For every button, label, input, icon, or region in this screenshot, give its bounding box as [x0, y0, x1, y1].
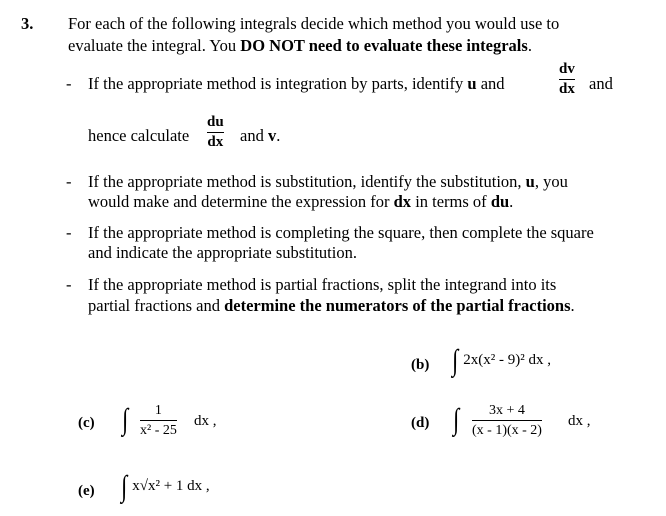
- sub-text-end: , you: [534, 172, 568, 191]
- numerator: 1: [154, 403, 162, 418]
- integral-sign-icon: ∫: [122, 403, 129, 436]
- bullet-partial-line2: [88, 296, 575, 316]
- question-number: 3.: [21, 14, 34, 33]
- period: .: [276, 126, 281, 145]
- numerator: 3x + 4: [489, 403, 525, 418]
- bullet-square-line1: If the appropriate method is completing the square, then complete the square: [88, 223, 594, 242]
- du-numerator: du: [207, 114, 224, 130]
- dv-numerator: dv: [559, 61, 575, 77]
- bullet-substitution-line2: [88, 192, 513, 212]
- partial-text: partial fractions and: [88, 296, 225, 315]
- integral-sign-icon: ∫: [452, 344, 459, 377]
- fraction-bar: [140, 420, 177, 421]
- sub-dx: dx: [393, 192, 412, 211]
- partial-emphasis: determine the numerators of the partial fractions: [224, 296, 571, 315]
- intro-text: evaluate the integral. You: [68, 36, 241, 55]
- label-d: (d): [411, 415, 430, 431]
- integral-c: [121, 401, 129, 436]
- and-text: and: [240, 126, 268, 145]
- label-c: (c): [78, 415, 95, 431]
- integral-d-fraction: [472, 402, 542, 439]
- integral-e: [120, 472, 210, 502]
- parts-text: If the appropriate method is integration by parts, identify: [88, 74, 468, 93]
- hence-calculate: hence calculate: [88, 126, 190, 145]
- parts-and-2: and: [589, 74, 613, 93]
- intro-emphasis: DO NOT need to evaluate these integrals: [240, 36, 528, 55]
- bullet-dash: -: [66, 275, 72, 294]
- sub-text: If the appropriate method is substitution, identify the substitution,: [88, 172, 526, 191]
- sub-text: in terms of: [411, 192, 491, 211]
- bullet-dash: -: [66, 172, 72, 191]
- intro-line-2: [68, 36, 532, 56]
- bullet-substitution-line1: [88, 172, 568, 192]
- sub-text: would make and determine the expression for: [88, 192, 394, 211]
- bullet-square-line2: and indicate the appropriate substitution.: [88, 243, 357, 262]
- sub-du: du: [490, 192, 510, 211]
- denominator: (x - 1)(x - 2): [472, 423, 542, 438]
- integral-d: [452, 401, 460, 436]
- dx-denominator: dx: [207, 134, 224, 150]
- bullet-dash: -: [66, 223, 72, 242]
- integral-sign-icon: ∫: [121, 470, 128, 503]
- bullet-parts-line1: [88, 74, 505, 94]
- dv-dx-fraction: [559, 61, 575, 98]
- integral-c-tail: dx ,: [194, 413, 217, 429]
- bullet-partial-line1: If the appropriate method is partial fractions, split the integrand into its: [88, 275, 557, 294]
- fraction-bar: [207, 132, 224, 133]
- intro-period: .: [527, 36, 532, 55]
- denominator: x² - 25: [140, 423, 177, 438]
- bullet-dash: -: [66, 74, 72, 93]
- integral-b: [451, 346, 551, 376]
- integral-c-fraction: [140, 402, 177, 439]
- dx-denominator: dx: [559, 81, 575, 97]
- label-e: (e): [78, 483, 95, 499]
- integral-d-tail: dx ,: [568, 413, 591, 429]
- fraction-bar: [472, 420, 542, 421]
- parts-u: u: [467, 74, 477, 93]
- v-symbol: v: [267, 126, 277, 145]
- period: .: [570, 296, 575, 315]
- period: .: [509, 192, 514, 211]
- label-b: (b): [411, 357, 430, 373]
- hence-and-v: [240, 126, 280, 146]
- intro-line-1: For each of the following integrals decide which method you would use to: [68, 14, 560, 33]
- integral-e-expr: x√x² + 1 dx ,: [132, 478, 210, 494]
- du-dx-fraction: [207, 114, 224, 151]
- integral-b-expr: 2x(x² - 9)² dx ,: [463, 352, 551, 368]
- sub-u: u: [525, 172, 535, 191]
- fraction-bar: [559, 79, 575, 80]
- parts-and: and: [476, 74, 505, 93]
- integral-sign-icon: ∫: [453, 403, 460, 436]
